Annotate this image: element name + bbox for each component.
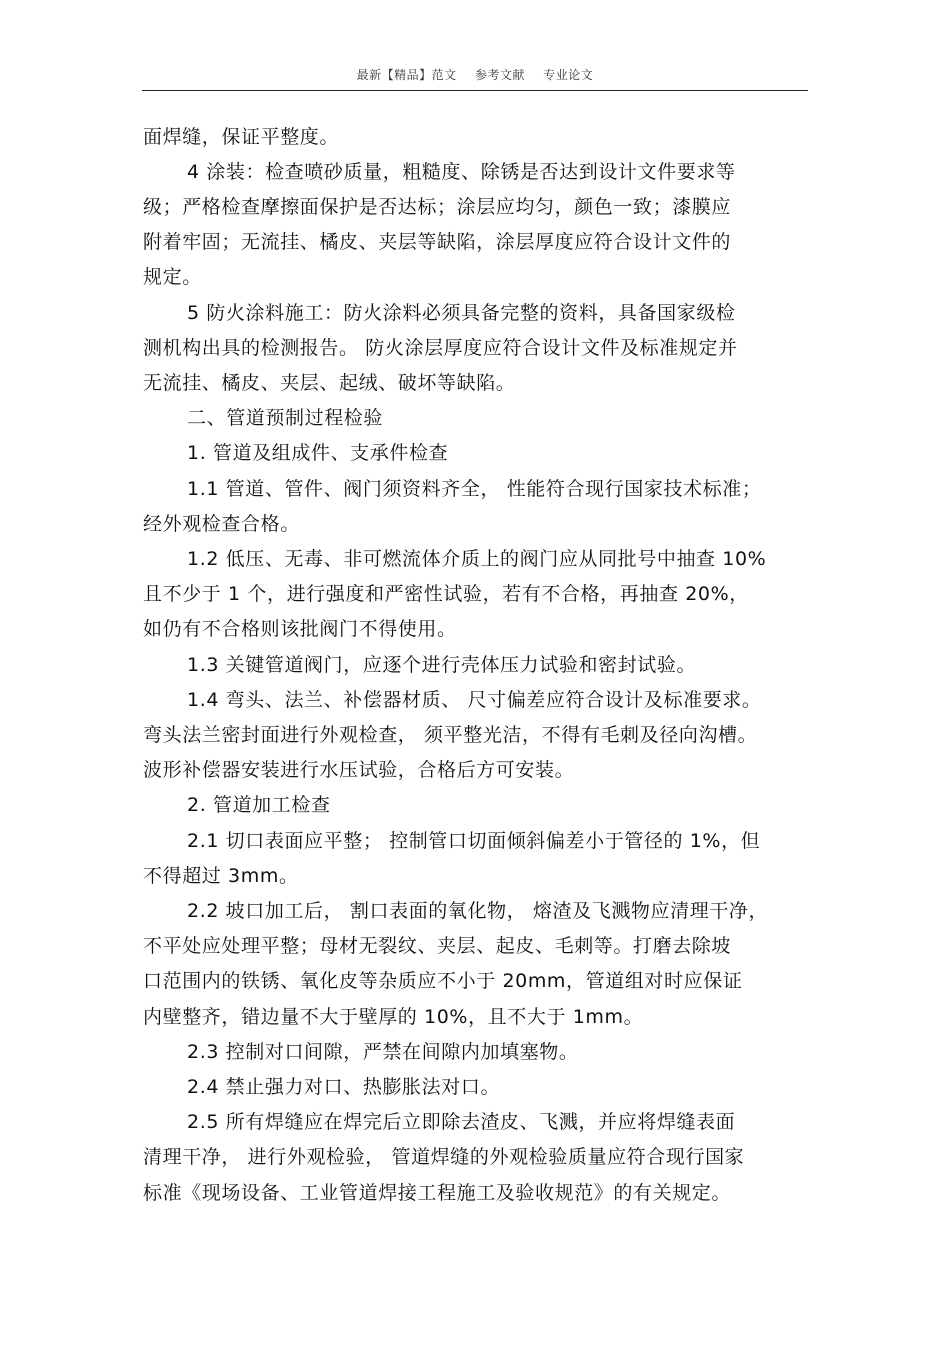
text-line: 1.2 低压、无毒、非可燃流体介质上的阀门应从同批号中抽查 10% (187, 548, 767, 570)
text-line: 不得超过 3mm。 (143, 865, 299, 887)
text-line: 口范围内的铁锈、氧化皮等杂质应不小于 20mm，管道组对时应保证 (143, 970, 743, 992)
text-line: 测机构出具的检测报告。 防火涂层厚度应符合设计文件及标准规定并 (143, 337, 738, 359)
text-line: 二、管道预制过程检验 (187, 407, 384, 429)
text-line: 不平处应处理平整；母材无裂纹、夹层、起皮、毛刺等。打磨去除坡 (143, 935, 732, 957)
text-line: 且不少于 1 个，进行强度和严密性试验，若有不合格，再抽查 20%， (143, 583, 749, 605)
text-line: 1.3 关键管道阀门，应逐个进行壳体压力试验和密封试验。 (187, 654, 697, 676)
text-line: 清理干净， 进行外观检验， 管道焊缝的外观检验质量应符合现行国家 (143, 1146, 745, 1168)
text-line: 2.3 控制对口间隙，严禁在间隙内加填塞物。 (187, 1041, 579, 1063)
text-line: 2.4 禁止强力对口、热膨胀法对口。 (187, 1076, 501, 1098)
text-line: 5 防火涂料施工：防火涂料必须具备完整的资料，具备国家级检 (187, 302, 736, 324)
text-line: 无流挂、橘皮、夹层、起绒、破坏等缺陷。 (143, 372, 516, 394)
header-rule (142, 90, 808, 91)
text-line: 1.1 管道、管件、阀门须资料齐全， 性能符合现行国家技术标准； (187, 478, 762, 500)
text-line: 内壁整齐，错边量不大于壁厚的 10%，且不大于 1mm。 (143, 1006, 644, 1028)
text-line: 2.5 所有焊缝应在焊完后立即除去渣皮、飞溅，并应将焊缝表面 (187, 1111, 736, 1133)
text-line: 2. 管道加工检查 (187, 794, 331, 816)
text-line: 1.4 弯头、法兰、补偿器材质、 尺寸偏差应符合设计及标准要求。 (187, 689, 762, 711)
text-line: 附着牢固；无流挂、橘皮、夹层等缺陷，涂层厚度应符合设计文件的 (143, 231, 732, 253)
text-line: 规定。 (143, 266, 202, 288)
text-line: 面焊缝，保证平整度。 (143, 126, 340, 148)
text-line: 2.2 坡口加工后， 割口表面的氧化物， 熔渣及飞溅物应清理干净， (187, 900, 769, 922)
text-line: 1. 管道及组成件、支承件检查 (187, 442, 449, 464)
text-line: 如仍有不合格则该批阀门不得使用。 (143, 618, 457, 640)
text-line: 标准《现场设备、工业管道焊接工程施工及验收规范》的有关规定。 (143, 1182, 732, 1204)
text-line: 弯头法兰密封面进行外观检查， 须平整光洁，不得有毛刺及径向沟槽。 (143, 724, 758, 746)
text-line: 4 涂装：检查喷砂质量，粗糙度、除锈是否达到设计文件要求等 (187, 161, 736, 183)
page-header: 最新【精品】范文 参考文献 专业论文 (356, 68, 594, 82)
text-line: 波形补偿器安装进行水压试验，合格后方可安装。 (143, 759, 575, 781)
text-line: 经外观检查合格。 (143, 513, 300, 535)
text-line: 2.1 切口表面应平整； 控制管口切面倾斜偏差小于管径的 1%，但 (187, 830, 761, 852)
text-line: 级；严格检查摩擦面保护是否达标；涂层应均匀，颜色一致；漆膜应 (143, 196, 732, 218)
